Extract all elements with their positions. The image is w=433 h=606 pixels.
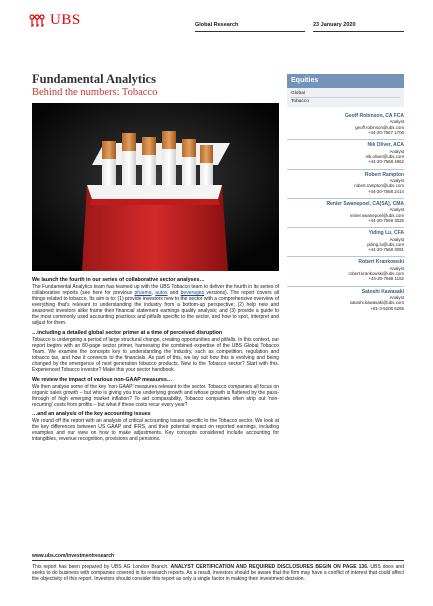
tag-region: Global	[291, 90, 400, 98]
analyst-phone: +44-20-7568 3025	[367, 217, 404, 223]
analyst-name: Nik Oliver, ACA	[367, 142, 404, 149]
analyst-email[interactable]: nik.oliver@ubs.com	[365, 154, 404, 159]
analyst-phone: +44-20-7568 2414	[367, 188, 404, 194]
analyst-phone: +44-20-7568 1152	[368, 276, 404, 282]
analyst-list	[287, 113, 404, 311]
analyst-entry	[287, 259, 404, 281]
analyst-entry	[287, 142, 404, 164]
analyst-entry	[287, 289, 404, 311]
section-heading: We launch the fourth in our series of collaborative sector analyses…	[32, 277, 205, 283]
page-header	[0, 0, 433, 36]
disclaimer-text	[32, 564, 404, 582]
analyst-role: Analyst	[389, 207, 404, 213]
analyst-role: Analyst	[389, 236, 404, 242]
analyst-email[interactable]: satoshi.kawasaki@ubs.com	[349, 300, 404, 306]
hero-image-cigarette-pack	[32, 103, 279, 271]
logo-text: UBS	[50, 12, 81, 28]
tag-list	[287, 88, 404, 107]
section-paragraph	[32, 284, 279, 326]
analyst-phone: +44-20-7568 4962	[367, 159, 404, 165]
report-date: 23 January 2020	[313, 22, 356, 28]
paragraph-text: ,	[151, 290, 156, 297]
analyst-phone: +81-3-5208 6265	[370, 305, 404, 311]
analyst-phone: +44-20-7568 3091	[367, 247, 404, 253]
analyst-divider	[287, 139, 404, 140]
header-divider	[195, 31, 305, 32]
pharma-report-link[interactable]: pharma	[134, 290, 152, 297]
analyst-email[interactable]: robert.krankowski@ubs.com	[348, 271, 404, 277]
paragraph-text: and	[167, 290, 181, 297]
disclaimer-intro: This report has been prepared by UBS AG London Branch.	[32, 564, 171, 570]
tag-sector: Tobacco	[291, 99, 309, 104]
section-paragraph: We round off the report with an analysis of critical accounting issues specific to the Tobacco sector. We look at the key differences between US GAAP and IFRS, and their potential impact on reported earnings, including examples and our view on how to make adjustments. Key concepts considered include accounting for intangibles, revenue recognition, provisions and pensions.	[32, 418, 279, 443]
analyst-entry	[287, 201, 404, 223]
paragraph-text: versions). The report covers all things related to tobacco. Its aim is to: (1) provide investors new to the sector with a comprehensive overview of everything that's relevant to understanding the industry from a bottom-up perspective; (2) help new and seasoned investors alike frame their financial statement earnings quality analysis; and (3) provide a guide to the most commonly used accounting practices and pitfalls specific to the sector, and how to spot, interpret and adjust for them.	[32, 290, 280, 327]
analyst-name: Renier Swanepoel, CA(SA), CMA	[326, 200, 404, 207]
ubs-keys-logo-icon	[28, 14, 46, 28]
report-body	[32, 277, 279, 442]
analyst-divider	[287, 256, 404, 257]
analyst-name: Robert Krankowski	[358, 259, 404, 266]
analyst-email[interactable]: robert.rampton@ubs.com	[354, 183, 404, 189]
section-label: Global Research	[195, 22, 239, 28]
analyst-phone: +44-20-7567 1706	[367, 130, 404, 135]
paragraph-text: The Fundamental Analytics team has teamed up with the UBS Tobacco team to deliver the fourth in its series of collaborative reports (see here for previous	[32, 284, 279, 297]
footer-divider	[32, 560, 404, 561]
disclaimer-bold: ANALYST CERTIFICATION AND REQUIRED DISCLOSURES BEGIN ON PAGE 136.	[170, 564, 369, 570]
section-paragraph: Tobacco is undergoing a period of large structural change, creating opportunities and pitfalls. In this context, our report begins with an 80-page sector primer, harnessing the combined expertise of the UBS Global Tobacco Team. We examine the concepts key to understanding the industry, such as competition, regulation and tobacco tax, and how it connects to the financials. As part of this, we lay out how this is evolving and being changed by the emergence of next generation tobacco products. New to the Tobacco sector? Start with this. Experienced Tobacco investor? Make this your sector handbook.	[32, 336, 279, 374]
analyst-entry	[287, 113, 404, 135]
report-subtitle: Behind the numbers: Tobacco	[32, 87, 158, 98]
analyst-role: Analyst	[389, 119, 404, 125]
analyst-name: Robert Rampton	[364, 171, 404, 178]
report-sidebar	[287, 74, 404, 315]
analyst-role: Analyst	[389, 265, 404, 271]
analyst-email[interactable]: geoff.robinson@ubs.com	[355, 124, 404, 130]
autos-report-link[interactable]: autos	[155, 290, 168, 297]
equities-header: Equities	[287, 74, 404, 88]
research-url-link[interactable]: www.ubs.com/investmentresearch	[32, 553, 115, 559]
report-title: Fundamental Analytics	[32, 72, 156, 86]
analyst-role: Analyst	[389, 148, 404, 154]
section-heading: …including a detailed global sector primer at a time of perceived disruption	[32, 329, 223, 336]
beverages-report-link[interactable]: beverages	[180, 290, 205, 297]
section-heading: We review the impact of various non-GAAP measures…	[32, 376, 173, 383]
analyst-role: Analyst	[389, 295, 404, 301]
ubs-logo	[28, 12, 81, 29]
analyst-role: Analyst	[389, 178, 404, 183]
analyst-entry	[287, 230, 404, 252]
analyst-name: Yiding Lu, CFA	[368, 230, 404, 237]
analyst-name: Geoff Robinson, CA FCA	[345, 113, 404, 119]
analyst-name: Satoshi Kawasaki	[361, 288, 404, 295]
disclaimer-body: UBS does and seeks to do business with companies covered in its research reports. As a result, investors should be aware that the firm may have a conflict of interest that could affect the objectivity of this report. Investors should consider this report as only a single factor in making their investment decision.	[32, 564, 404, 583]
analyst-divider	[287, 198, 404, 199]
analyst-divider	[287, 169, 404, 170]
header-divider	[313, 31, 404, 32]
analyst-divider	[287, 286, 404, 287]
analyst-email[interactable]: renier.swanepoel@ubs.com	[349, 212, 404, 218]
section-paragraph: We then analyse some of the key 'non-GAAP' measures relevant to the sector. Tobacco companies all focus on organic sales growth – but who is giving you true underlying growth and whose growth is flattered by the pass-through of high emerging market inflation? To aid comparability, Tobacco companies often strip out 'non-recurring' costs from profits – but what if these costs recur every year?	[32, 383, 279, 408]
section-heading: …and an analysis of the key accounting issues	[32, 411, 151, 418]
analyst-divider	[287, 227, 404, 228]
analyst-email[interactable]: yiding.lu@ubs.com	[366, 241, 404, 247]
analyst-entry	[287, 172, 404, 194]
